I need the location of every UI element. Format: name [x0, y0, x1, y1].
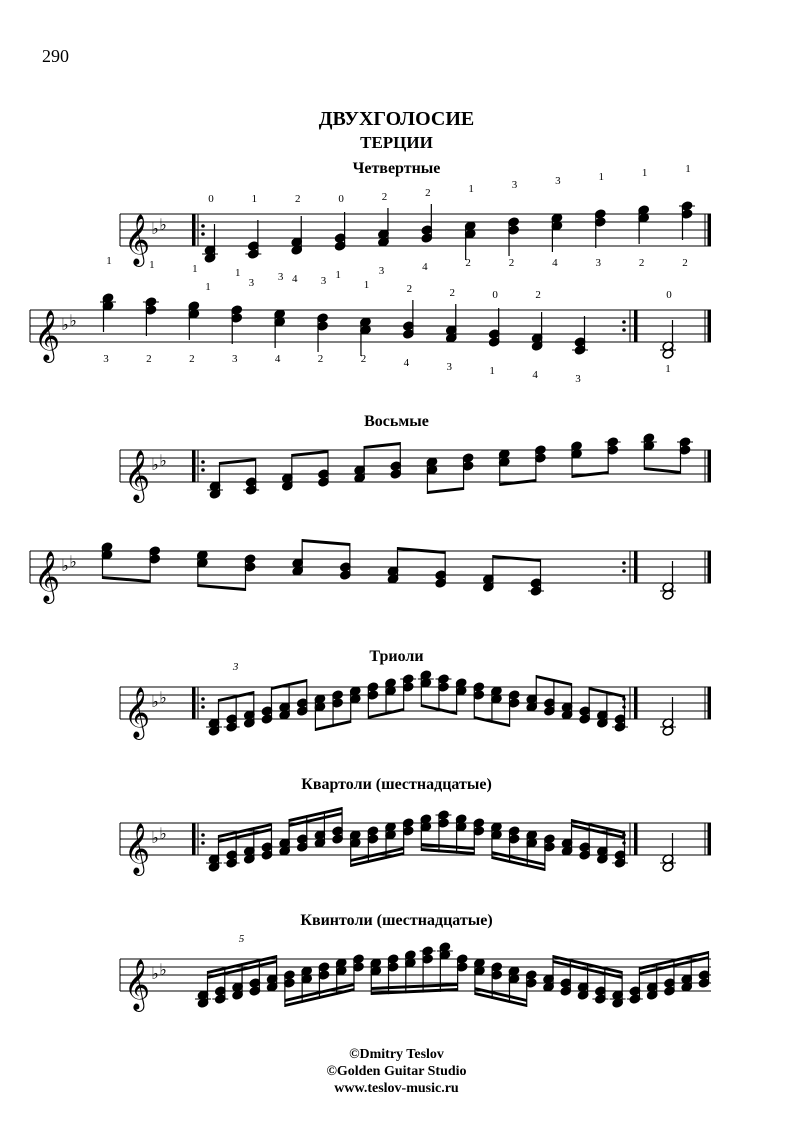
fingering-below: 3 [231, 353, 238, 365]
note-chord [464, 221, 476, 260]
note-chord [317, 313, 329, 352]
note-chord [279, 683, 291, 720]
fingering-below: 2 [317, 353, 324, 365]
repeat-start-thick-bar [192, 214, 196, 246]
note-chord [473, 818, 485, 855]
beam [398, 547, 446, 554]
fingering-above: 2 [294, 193, 301, 205]
note-chord [594, 209, 606, 248]
flat-icon: ♭ [151, 964, 159, 983]
note-chord [332, 690, 344, 727]
section-heading-quartolets: Квартоли (шестнадцатые) [301, 776, 492, 793]
flat-icon: ♭ [151, 219, 159, 238]
fingering-above: 1 [598, 171, 605, 183]
repeat-dot [201, 460, 205, 464]
beam [198, 584, 246, 591]
flat-icon: ♭ [151, 828, 159, 847]
note-chord [292, 539, 304, 576]
repeat-dot [622, 328, 626, 332]
fingering-above: 1 [106, 255, 112, 267]
staff [120, 687, 711, 719]
treble-clef-icon: 𝄞 [123, 823, 151, 874]
note-chord [279, 819, 291, 856]
repeat-dot [201, 697, 205, 701]
treble-clef-icon: 𝄞 [33, 310, 61, 361]
beam [364, 442, 400, 449]
fingering-below: 3 [103, 353, 109, 365]
note-chord [462, 453, 474, 490]
repeat-end-thick-bar [634, 310, 638, 342]
note-chord [455, 678, 467, 715]
fingering-below: 4 [274, 353, 281, 365]
page-number: 290 [42, 46, 69, 66]
repeat-dot [201, 841, 205, 845]
repeat-dot [201, 705, 205, 709]
note-chord [641, 433, 657, 470]
repeat-end-thick-bar [634, 823, 638, 855]
note-chord [421, 204, 433, 243]
repeat-dot [622, 561, 626, 565]
note-chord [596, 691, 608, 728]
fingering-above: 0 [492, 289, 498, 301]
section-heading-quarters: Четвертные [352, 160, 441, 177]
beam [220, 458, 256, 465]
repeat-start-thick-bar [192, 450, 196, 482]
note-chord [143, 297, 159, 336]
final-thick-bar [708, 823, 712, 855]
fingering-below: 4 [532, 369, 538, 381]
staff [120, 823, 711, 855]
repeat-dot [201, 224, 205, 228]
fingering-below: 4 [403, 357, 410, 369]
note-chord [679, 201, 695, 240]
note-chord [482, 555, 494, 592]
note-chord [352, 954, 364, 991]
repeat-start-thick-bar [192, 823, 196, 855]
fingering-above: 1 [251, 193, 258, 205]
final-thick-bar [708, 551, 712, 583]
copyright-footer [0, 1046, 793, 1097]
fingering-below: 2 [146, 353, 152, 365]
section-heading-triplets: Триоли [369, 648, 424, 665]
note-chord [508, 690, 520, 727]
note-chord [456, 954, 468, 991]
fingering-above: 3 [511, 179, 518, 191]
fingering-above: 1 [641, 167, 648, 179]
note-chord [561, 683, 573, 720]
note-chord [281, 454, 293, 491]
fingering-below: 1 [489, 365, 495, 377]
fingering-below: 2 [638, 257, 645, 269]
beam [427, 487, 463, 494]
staff [120, 214, 711, 246]
beam [103, 576, 151, 583]
note-chord [359, 317, 371, 356]
note-chord [498, 449, 510, 486]
note-chord [435, 551, 447, 588]
flat-icon: ♭ [159, 215, 167, 234]
fingering-above: 2 [381, 191, 388, 203]
flat-icon: ♭ [159, 451, 167, 470]
note-chord [243, 458, 259, 495]
page-subtitle: ТЕРЦИИ [360, 133, 433, 152]
note-chord [231, 305, 243, 344]
treble-clef-icon: 𝄞 [33, 551, 61, 602]
fingering-below: 2 [360, 353, 367, 365]
note-chord [296, 679, 308, 716]
fingering-above: 3 [555, 175, 561, 187]
fingering-above: 1 [234, 267, 241, 279]
fingering-above: 1 [192, 263, 198, 275]
final-thick-bar [708, 214, 712, 246]
staff [30, 551, 711, 583]
note-chord [390, 442, 402, 479]
tuplet-number: 3 [232, 661, 239, 673]
staff [120, 450, 711, 482]
fingering-above: 2 [535, 289, 541, 301]
page-title: ДВУХГОЛОСИЕ [318, 108, 475, 130]
fingering-above: 2 [406, 283, 413, 295]
flat-icon: ♭ [151, 455, 159, 474]
treble-clef-icon: 𝄞 [123, 959, 151, 1010]
copyright-studio: ©Golden Guitar Studio [326, 1064, 467, 1079]
fingering-above: 1 [149, 259, 155, 271]
flat-icon: ♭ [69, 552, 77, 571]
note-chord [244, 554, 256, 591]
beam [493, 555, 541, 562]
final-thick-bar [708, 450, 712, 482]
fingering-below: 4 [552, 257, 558, 269]
note-chord [534, 445, 546, 482]
fingering-above: 0 [208, 193, 214, 205]
note-chord [426, 457, 438, 494]
fingering-below: 2 [189, 353, 195, 365]
fingering-above: 3 [320, 275, 327, 287]
flat-icon: ♭ [159, 824, 167, 843]
beam [644, 467, 680, 474]
note-chord [561, 819, 573, 856]
repeat-dot [201, 468, 205, 472]
note-chord [528, 559, 544, 596]
fingering-below: 3 [446, 361, 453, 373]
note-chord [677, 437, 693, 474]
flat-icon: ♭ [159, 960, 167, 979]
note-chord [261, 687, 273, 724]
note-chord [196, 550, 208, 587]
note-chord [206, 699, 222, 736]
repeat-dot [201, 232, 205, 236]
note-chord [402, 300, 414, 339]
note-chord [207, 462, 223, 499]
flat-icon: ♭ [159, 688, 167, 707]
note-chord [612, 695, 628, 732]
note-chord [572, 316, 588, 355]
note-chord [402, 818, 414, 855]
note-chord [543, 679, 555, 716]
flat-icon: ♭ [61, 556, 69, 575]
section-heading-quintuplets: Квинтоли (шестнадцатые) [300, 912, 493, 929]
fingering-above: 1 [363, 279, 370, 291]
note-chord [314, 694, 326, 731]
note-chord [400, 674, 416, 711]
fingering-below: 3 [248, 277, 255, 289]
staff [30, 310, 711, 342]
note-chord [339, 543, 351, 580]
fingering-below: 2 [682, 257, 688, 269]
note-chord [543, 955, 555, 992]
beam [302, 539, 350, 546]
fingering-below: 4 [422, 261, 428, 273]
note-chord [334, 212, 346, 251]
note-chord [354, 446, 366, 483]
fingering-below: 1 [205, 281, 211, 293]
fingering-below: 2 [508, 257, 515, 269]
final-thick-bar [708, 687, 712, 719]
note-chord [385, 678, 397, 715]
fingering-above: 2 [449, 287, 456, 299]
note-chord [418, 670, 434, 707]
website-link[interactable]: www.teslov-music.ru [334, 1081, 459, 1096]
repeat-dot [622, 569, 626, 573]
flat-icon: ♭ [61, 315, 69, 334]
note-chord [149, 546, 161, 583]
note-chord [473, 682, 485, 719]
note-chord [605, 437, 621, 474]
note-chord [508, 217, 520, 256]
treble-clef-icon: 𝄞 [123, 687, 151, 738]
fingering-below: 1 [335, 269, 341, 281]
repeat-dot [622, 320, 626, 324]
fingering-above: 0 [666, 289, 672, 301]
note-chord [579, 687, 591, 724]
final-thick-bar [708, 310, 712, 342]
fingering-below: 1 [665, 363, 671, 375]
beam [500, 479, 536, 486]
note-chord [367, 682, 379, 719]
treble-clef-icon: 𝄞 [123, 450, 151, 501]
note-chord [243, 691, 255, 728]
fingering-above: 0 [338, 193, 344, 205]
note-chord [435, 674, 451, 711]
tuplet-number: 5 [238, 933, 245, 945]
note-chord [349, 686, 361, 723]
repeat-dot [201, 833, 205, 837]
copyright-author: ©Dmitry Teslov [349, 1047, 444, 1062]
flat-icon: ♭ [151, 692, 159, 711]
fingering-above: 1 [468, 183, 474, 195]
beam [292, 450, 328, 457]
note-chord [490, 686, 502, 723]
beam [572, 471, 608, 478]
repeat-end-thick-bar [634, 551, 638, 583]
note-chord [543, 834, 555, 871]
note-chord [526, 675, 538, 712]
fingering-below: 3 [575, 373, 581, 385]
note-chord [101, 542, 113, 579]
note-chord [224, 695, 240, 732]
note-chord [387, 547, 399, 584]
repeat-end-thick-bar [634, 687, 638, 719]
fingering-below: 3 [595, 257, 602, 269]
fingering-above: 1 [685, 163, 691, 175]
section-heading-eighths: Восьмые [364, 413, 429, 430]
fingering-above: 3 [277, 271, 284, 283]
fingering-below: 3 [378, 265, 385, 277]
repeat-start-thick-bar [192, 687, 196, 719]
note-chord [245, 220, 261, 259]
note-chord [488, 308, 500, 347]
note-chord [317, 450, 329, 487]
flat-icon: ♭ [69, 311, 77, 330]
treble-clef-icon: 𝄞 [123, 214, 151, 265]
fingering-below: 2 [465, 257, 471, 269]
fingering-above: 2 [425, 187, 431, 199]
note-chord [525, 970, 537, 1007]
fingering-below: 4 [291, 273, 298, 285]
note-chord [571, 441, 583, 478]
